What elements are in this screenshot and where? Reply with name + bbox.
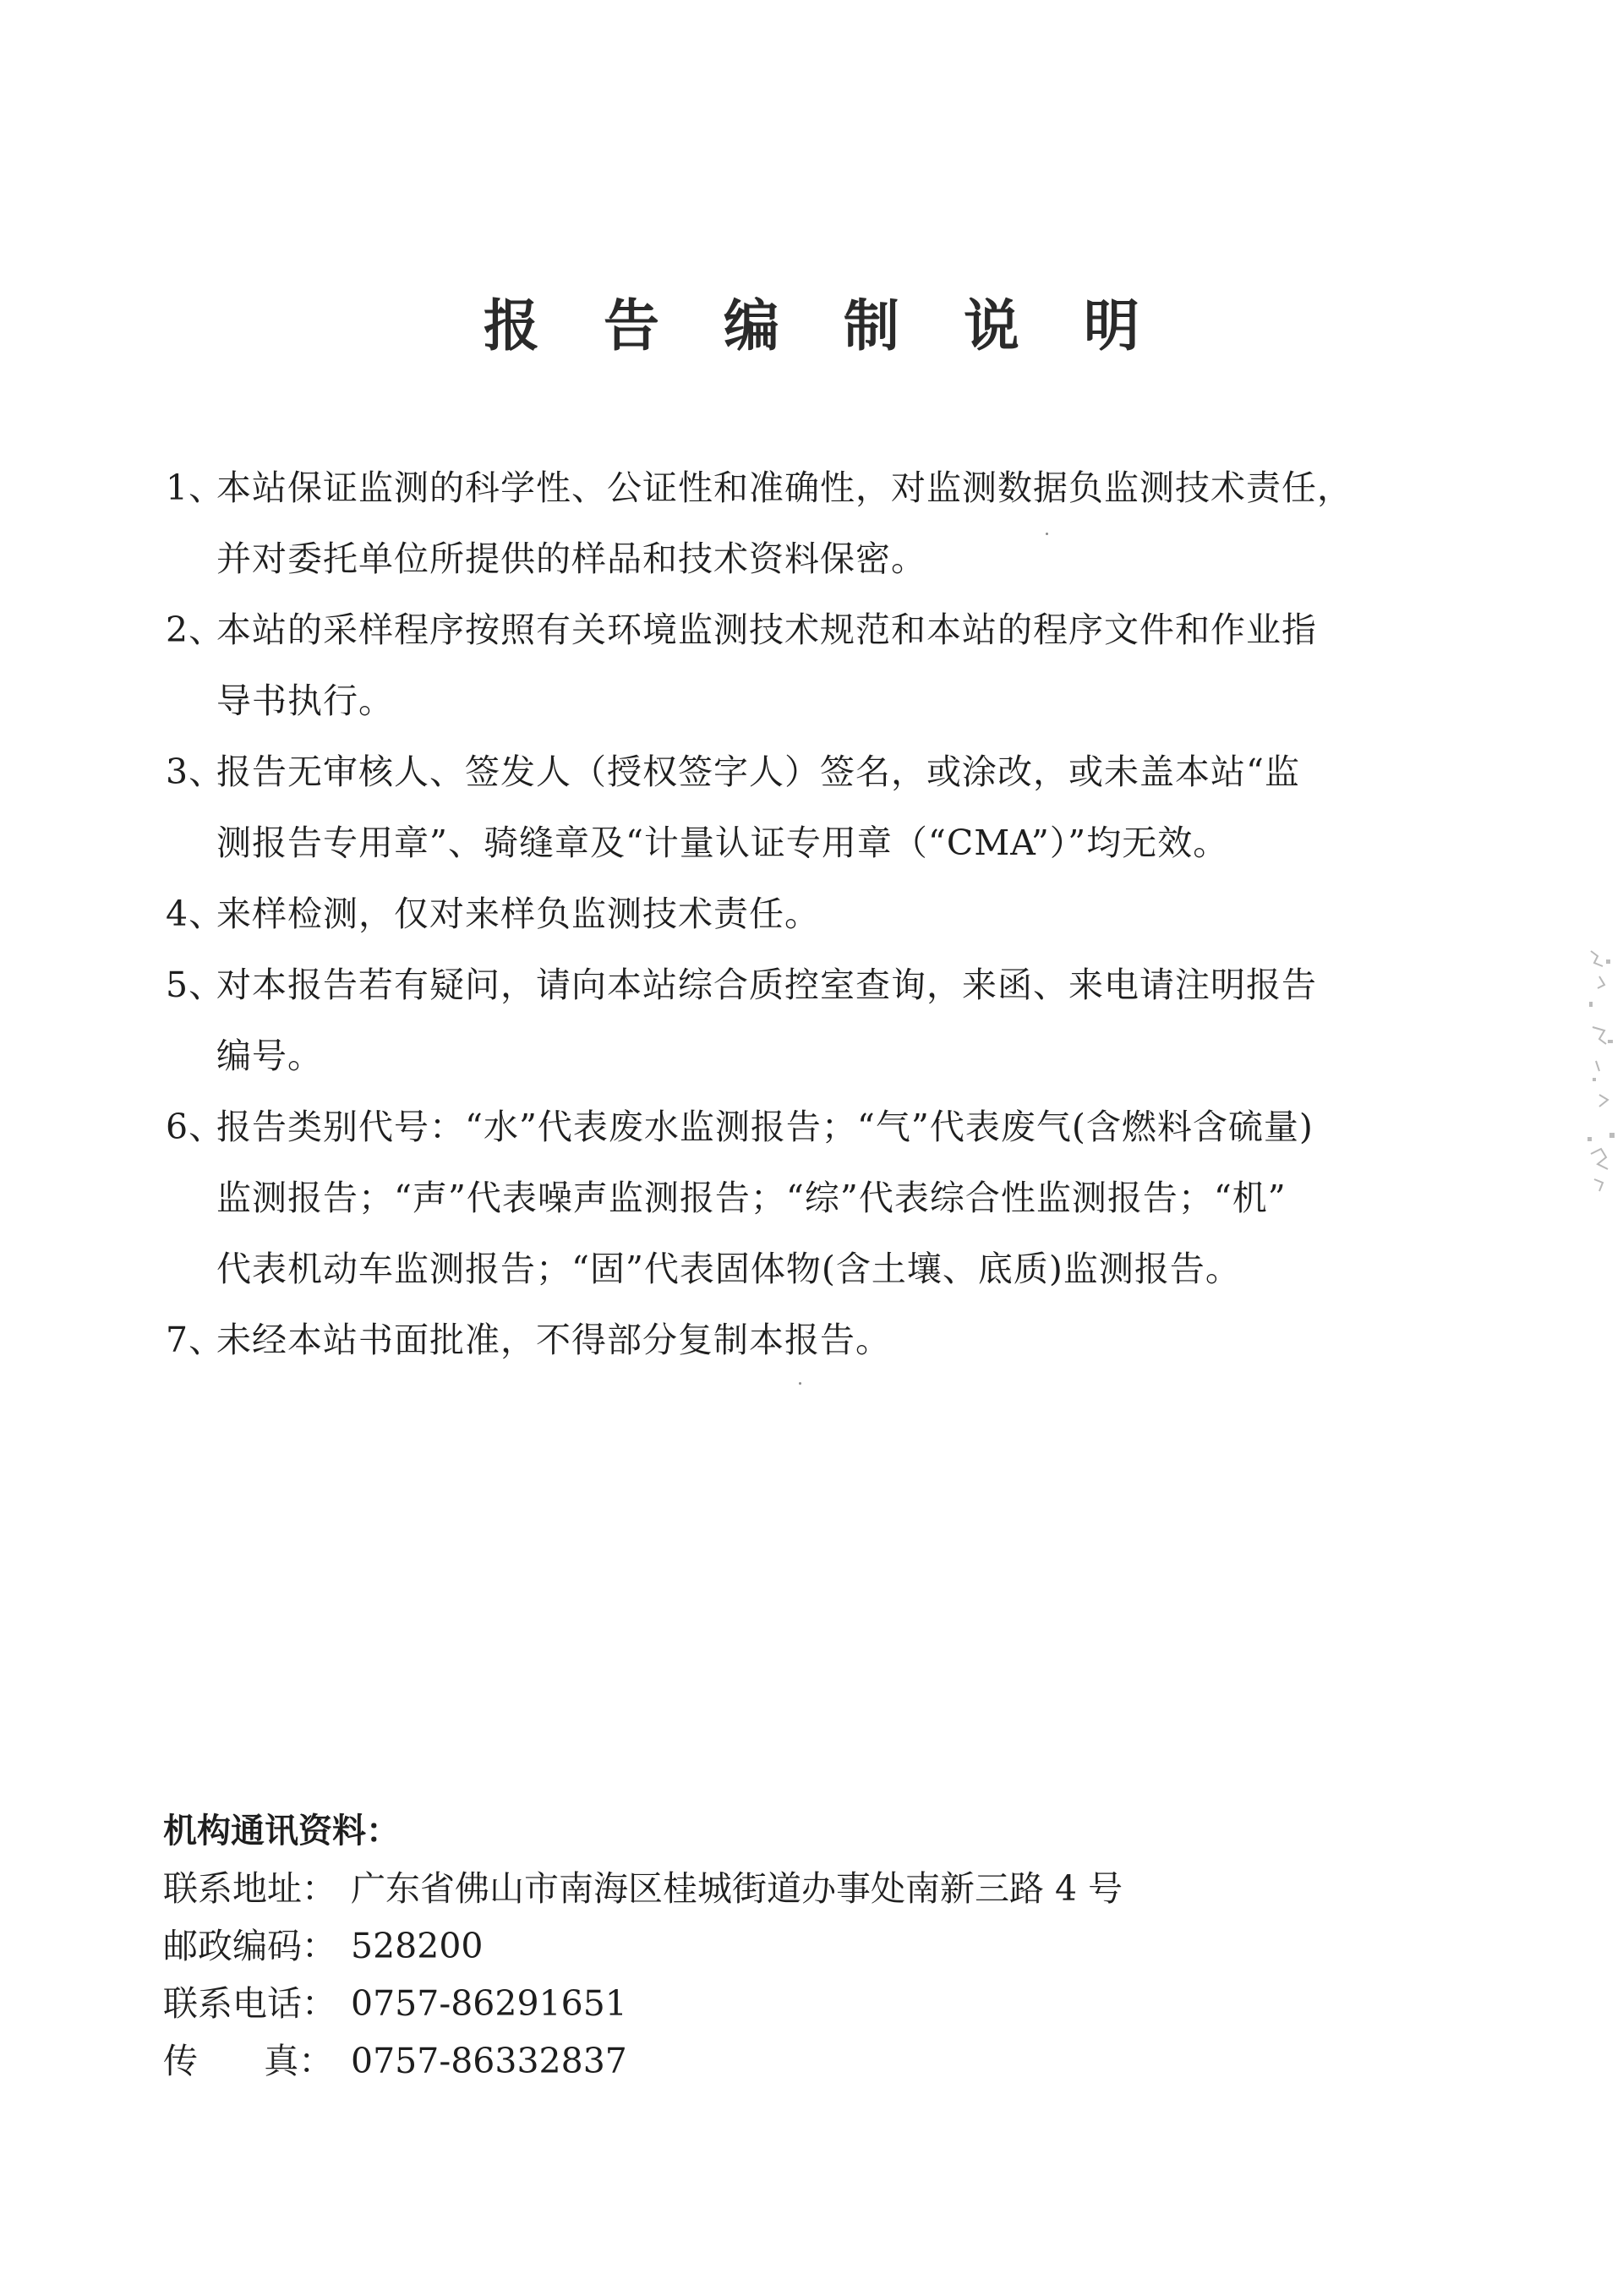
note-number: 7、 xyxy=(166,1320,225,1360)
note-number: 2、 xyxy=(166,610,225,650)
note-line: 编号。 xyxy=(216,1036,323,1076)
partial-seal-mark xyxy=(1574,934,1623,1205)
note-line: 报告无审核人、签发人（授权签字人）签名，或涂改，或未盖本站“监 xyxy=(216,752,1300,792)
title-char: 明 xyxy=(1084,293,1139,358)
contact-info xyxy=(163,1802,1431,2090)
contact-value: 528200 xyxy=(351,1926,484,1966)
title-char: 报 xyxy=(484,293,539,358)
note-number: 3、 xyxy=(166,752,225,792)
note-line: 来样检测，仅对来样负监测技术责任。 xyxy=(216,894,820,934)
note-item-7 xyxy=(166,1304,1501,1375)
note-item-4 xyxy=(166,878,1501,949)
note-line: 本站的采样程序按照有关环境监测技术规范和本站的程序文件和作业指 xyxy=(216,610,1317,650)
note-number: 4、 xyxy=(166,894,225,934)
title-char: 告 xyxy=(604,293,659,358)
note-line: 监测报告；“声”代表噪声监测报告；“综”代表综合性监测报告；“机” xyxy=(216,1178,1287,1218)
note-item-3 xyxy=(166,736,1501,878)
note-item-1 xyxy=(166,452,1501,594)
note-line: 导书执行。 xyxy=(216,681,394,721)
note-line: 对本报告若有疑问，请向本站综合质控室查询，来函、来电请注明报告 xyxy=(216,965,1317,1005)
note-line: 测报告专用章”、骑缝章及“计量认证专用章（“CMA”）”均无效。 xyxy=(216,823,1229,863)
contact-label: 联系电话： xyxy=(163,1983,336,2024)
note-number: 1、 xyxy=(166,467,225,508)
scan-speck xyxy=(1046,533,1048,535)
note-line: 报告类别代号：“水”代表废水监测报告；“气”代表废气(含燃料含硫量) xyxy=(216,1107,1314,1147)
contact-heading: 机构通讯资料： xyxy=(163,1812,400,1850)
note-line: 未经本站书面批准，不得部分复制本报告。 xyxy=(216,1320,891,1360)
note-item-5 xyxy=(166,949,1501,1091)
contact-value: 0757-86291651 xyxy=(351,1983,627,2024)
contact-row-postcode xyxy=(163,1917,1431,1975)
contact-label: 联系地址： xyxy=(163,1868,336,1909)
note-item-2 xyxy=(166,594,1501,736)
contact-value: 0757-86332837 xyxy=(351,2041,627,2081)
contact-label: 传 真： xyxy=(163,2041,334,2081)
note-line: 并对委托单位所提供的样品和技术资料保密。 xyxy=(216,538,926,579)
contact-row-address xyxy=(163,1860,1431,1917)
note-number: 6、 xyxy=(166,1107,225,1147)
contact-label: 邮政编码： xyxy=(163,1926,336,1966)
title-char: 编 xyxy=(724,293,779,358)
note-number: 5、 xyxy=(166,965,225,1005)
title-char: 制 xyxy=(844,293,899,358)
note-line: 本站保证监测的科学性、公证性和准确性，对监测数据负监测技术责任， xyxy=(216,467,1352,508)
contact-value: 广东省佛山市南海区桂城街道办事处南新三路 4 号 xyxy=(351,1868,1123,1909)
title-char: 说 xyxy=(964,293,1019,358)
notes-list xyxy=(166,452,1501,1375)
note-line: 代表机动车监测报告；“固”代表固体物(含土壤、底质)监测报告。 xyxy=(216,1249,1241,1289)
contact-row-phone xyxy=(163,1975,1431,2032)
page-title xyxy=(0,286,1623,367)
scan-speck xyxy=(799,1382,801,1385)
note-item-6 xyxy=(166,1091,1501,1304)
contact-row-fax xyxy=(163,2032,1431,2090)
